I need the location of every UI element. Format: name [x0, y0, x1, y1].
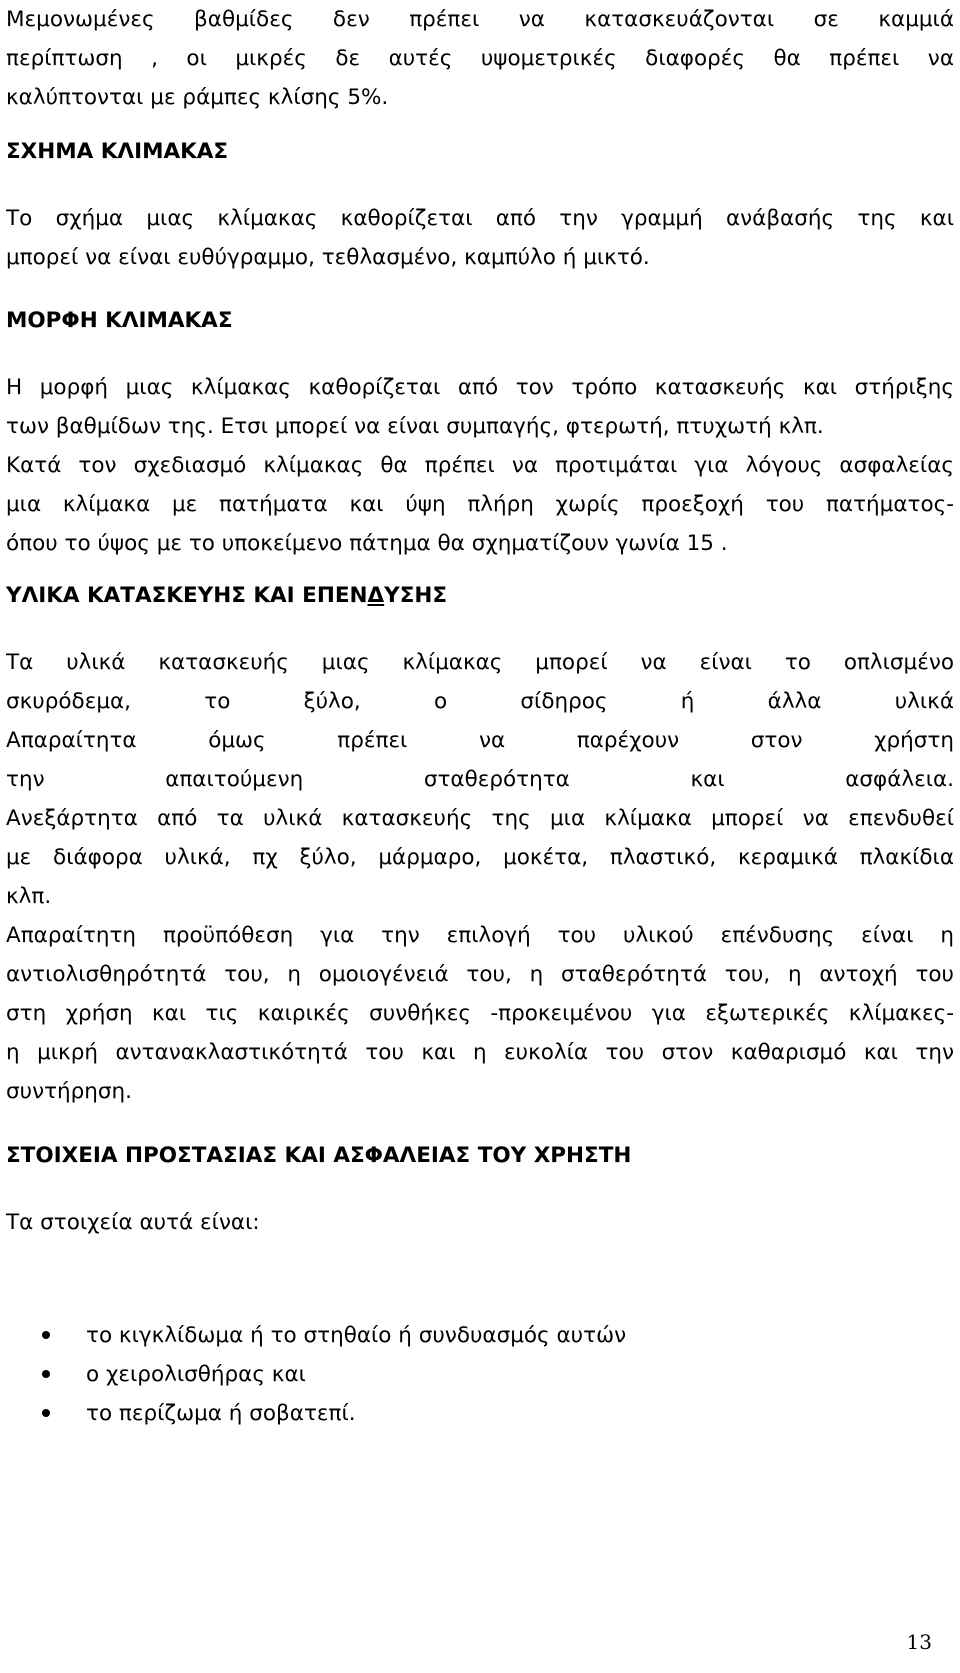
materials-paragraph-2 [6, 799, 954, 916]
form-paragraph [6, 368, 954, 563]
materials-p1-line-3: Απαραίτητα όμως πρέπει να παρέχουν στον χρήστη [6, 728, 954, 753]
form-line-5: όπου το ύψος με το υποκείμενο πάτημα θα σχηματίζουν γωνία 15 . [6, 531, 728, 556]
list-item-text: ο χειρολισθήρας και [86, 1362, 306, 1387]
materials-p3-line-5: συντήρηση. [6, 1079, 133, 1104]
intro-line-2: περίπτωση , οι μικρές δε αυτές υψομετρικές διαφορές θα πρέπει να [6, 46, 954, 71]
heading-materials [6, 576, 447, 615]
materials-p3-line-4: η μικρή αντανακλαστικότητά του και η ευκολία του στον καθαρισμό και την [6, 1040, 954, 1065]
bullet-icon [42, 1409, 50, 1417]
materials-p1-line-4: την απαιτούμενη σταθερότητα και ασφάλεια. [6, 767, 954, 792]
materials-p3-line-3: στη χρήση και τις καιρικές συνθήκες -προκειμένου για εξωτερικές κλίμακες- [6, 1001, 954, 1026]
form-line-1: Η μορφή μιας κλίμακας καθορίζεται από τον τρόπο κατασκευής και στήριξης [6, 375, 954, 400]
heading-materials-text: ΥΛΙΚΑ ΚΑΤΑΣΚΕΥΗΣ ΚΑΙ ΕΠΕΝΔΥΣΗΣ [6, 583, 448, 608]
shape-line-1: Το σχήμα μιας κλίμακας καθορίζεται από την γραμμή ανάβασής της και [6, 206, 954, 231]
list-item [6, 1355, 626, 1394]
list-item [6, 1394, 626, 1433]
form-line-4: μια κλίμακα με πατήματα και ύψη πλήρη χωρίς προεξοχή του πατήματος- [6, 492, 954, 517]
heading-stair-form: ΜΟΡΦΗ ΚΛΙΜΑΚΑΣ [6, 308, 233, 333]
materials-p3-line-1: Απαραίτητη προϋπόθεση για την επιλογή του υλικού επένδυσης είναι η [6, 923, 954, 948]
materials-paragraph-1 [6, 643, 954, 799]
intro-line-3: καλύπτονται με ράμπες κλίσης 5%. [6, 85, 389, 110]
form-line-2: των βαθμίδων της. Ετσι μπορεί να είναι συμπαγής, φτερωτή, πτυχωτή κλπ. [6, 414, 824, 439]
bullet-icon [42, 1331, 50, 1339]
materials-p3-line-2: αντιολισθηρότητά του, η ομοιογένειά του, η σταθερότητά του, η αντοχή του [6, 962, 954, 987]
shape-line-2: μπορεί να είναι ευθύγραμμο, τεθλασμένο, καμπύλο ή μικτό. [6, 245, 650, 270]
intro-line-1: Μεμονωμένες βαθμίδες δεν πρέπει να κατασκευάζονται σε καμμιά [6, 7, 954, 32]
list-item [6, 1316, 626, 1355]
materials-p1-line-1: Τα υλικά κατασκευής μιας κλίμακας μπορεί να είναι το οπλισμένο [6, 650, 954, 675]
form-line-3: Κατά τον σχεδιασμό κλίμακας θα πρέπει να προτιμάται για λόγους ασφαλείας [6, 453, 954, 478]
safety-elements-list [6, 1316, 626, 1433]
list-item-text: το περίζωμα ή σοβατεπί. [86, 1401, 356, 1426]
page-number: 13 [906, 1630, 932, 1654]
safety-intro: Τα στοιχεία αυτά είναι: [6, 1210, 260, 1235]
shape-paragraph [6, 199, 954, 277]
heading-safety: ΣΤΟΙΧΕΙΑ ΠΡΟΣΤΑΣΙΑΣ ΚΑΙ ΑΣΦΑΛΕΙΑΣ ΤΟΥ ΧΡΗΣΤΗ [6, 1143, 632, 1168]
materials-p2-line-1: Ανεξάρτητα από τα υλικά κατασκευής της μια κλίμακα μπορεί να επενδυθεί [6, 806, 954, 831]
materials-p2-line-2: με διάφορα υλικά, πχ ξύλο, μάρμαρο, μοκέτα, πλαστικό, κεραμικά πλακίδια [6, 845, 954, 870]
list-item-text: το κιγκλίδωμα ή το στηθαίο ή συνδυασμός αυτών [86, 1323, 627, 1348]
heading-stair-shape: ΣΧΗΜΑ ΚΛΙΜΑΚΑΣ [6, 139, 229, 164]
materials-p1-line-2: σκυρόδεμα, το ξύλο, ο σίδηρος ή άλλα υλικά [6, 689, 954, 714]
bullet-icon [42, 1370, 50, 1378]
intro-paragraph [6, 0, 954, 117]
materials-paragraph-3 [6, 916, 954, 1111]
materials-p2-line-3: κλπ. [6, 884, 52, 909]
